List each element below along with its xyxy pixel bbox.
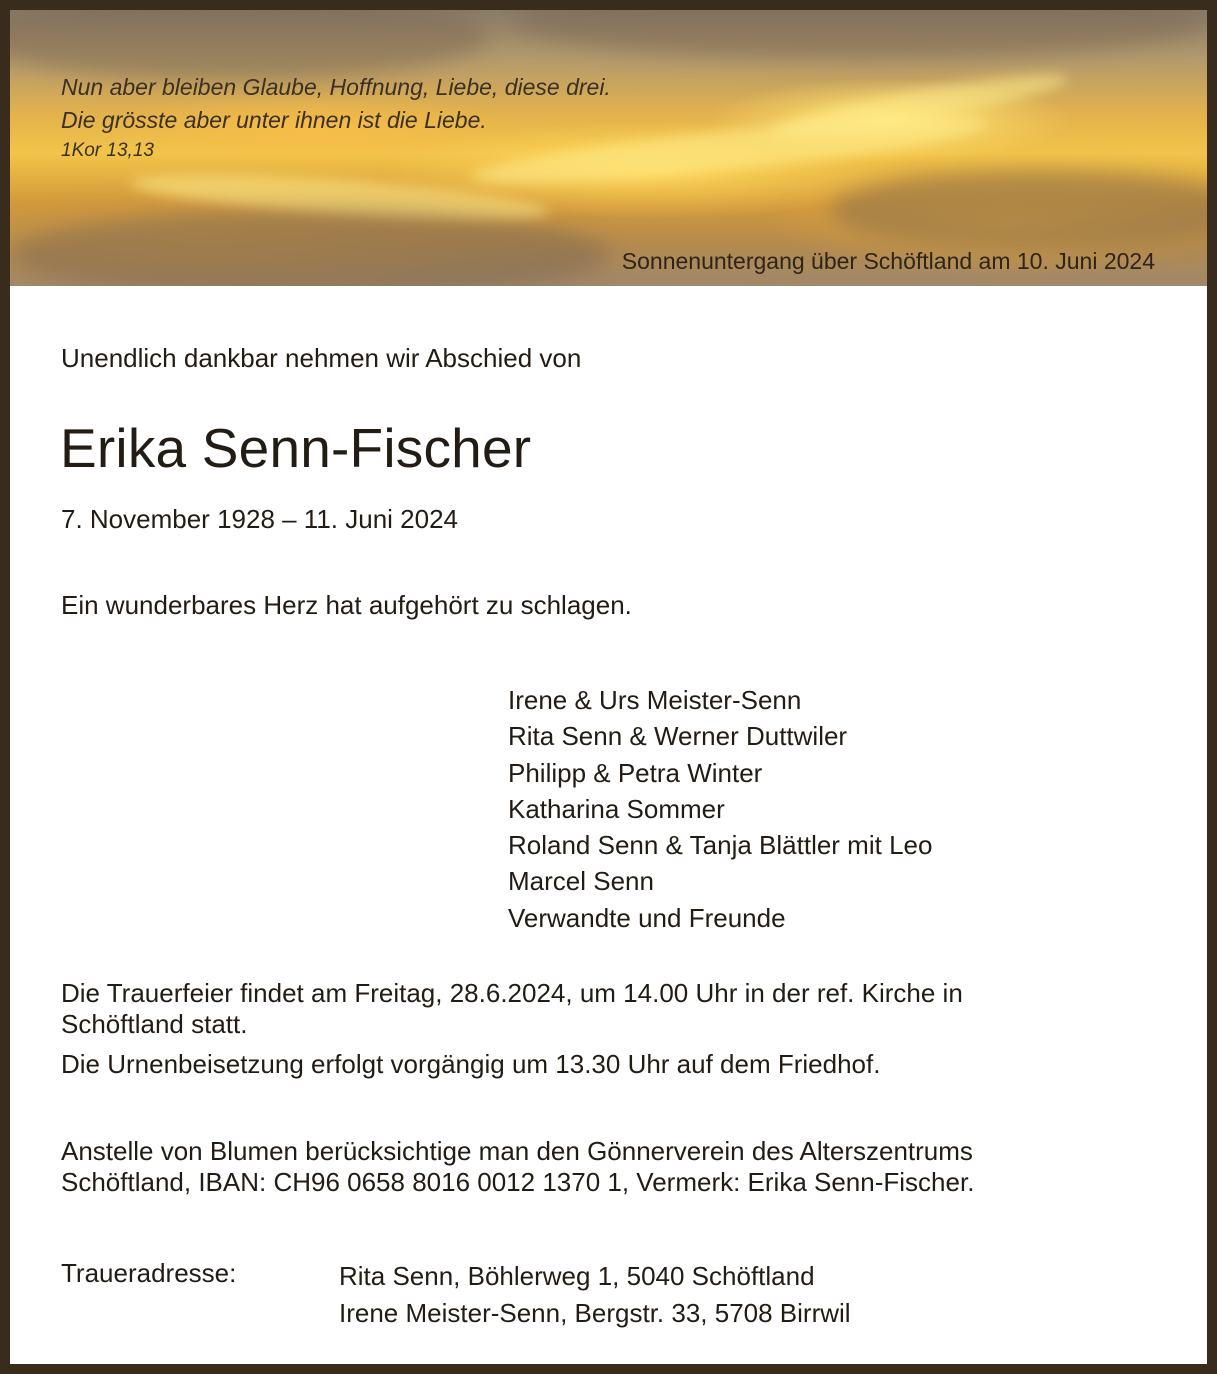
ceremony-line: Die Urnenbeisetzung erfolgt vorgängig um 13.30 Uhr auf dem Friedhof. <box>61 1049 881 1079</box>
list-item: Roland Senn & Tanja Blättler mit Leo <box>508 830 933 861</box>
quote-reference: 1Kor 13,13 <box>61 140 154 161</box>
memorial-message: Ein wunderbares Herz hat aufgehört zu schlagen. <box>61 590 632 620</box>
deceased-name: Erika Senn-Fischer <box>60 417 532 479</box>
quote-line: Nun aber bleiben Glaube, Hoffnung, Liebe, diese drei. <box>61 74 611 100</box>
bible-quote <box>61 71 611 137</box>
list-item: Katharina Sommer <box>508 793 725 824</box>
intro-text: Unendlich dankbar nehmen wir Abschied von <box>61 343 582 373</box>
ceremony-info <box>61 978 963 1040</box>
list-item: Verwandte und Freunde <box>508 902 786 933</box>
address-line: Irene Meister-Senn, Bergstr. 33, 5708 Birrwil <box>339 1297 851 1328</box>
urn-burial-info <box>61 1049 880 1080</box>
sunset-photo <box>10 10 1207 286</box>
donation-line: Anstelle von Blumen berücksichtige man den Gönnerverein des Alterszentrums <box>61 1136 973 1166</box>
list-item: Irene & Urs Meister-Senn <box>508 685 802 715</box>
quote-line: Die grösste aber unter ihnen ist die Liebe. <box>61 107 487 133</box>
donation-line: Schöftland, IBAN: CH96 0658 8016 0012 1370 1, Vermerk: Erika Senn-Fischer. <box>61 1167 975 1197</box>
address-label: Traueradresse: <box>61 1258 237 1288</box>
ceremony-line: Die Trauerfeier findet am Freitag, 28.6.2024, um 14.00 Uhr in der ref. Kirche in <box>61 978 963 1008</box>
life-dates: 7. November 1928 – 11. Juni 2024 <box>61 504 459 534</box>
mourners-list <box>508 682 932 936</box>
photo-caption: Sonnenuntergang über Schöftland am 10. Juni 2024 <box>621 248 1155 274</box>
donation-info <box>61 1136 974 1198</box>
address-line: Rita Senn, Böhlerweg 1, 5040 Schöftland <box>339 1261 815 1291</box>
list-item: Rita Senn & Werner Duttwiler <box>508 721 848 752</box>
list-item: Philipp & Petra Winter <box>508 757 763 788</box>
ceremony-line: Schöftland statt. <box>61 1009 248 1039</box>
list-item: Marcel Senn <box>508 866 654 897</box>
mourning-address <box>339 1258 851 1331</box>
